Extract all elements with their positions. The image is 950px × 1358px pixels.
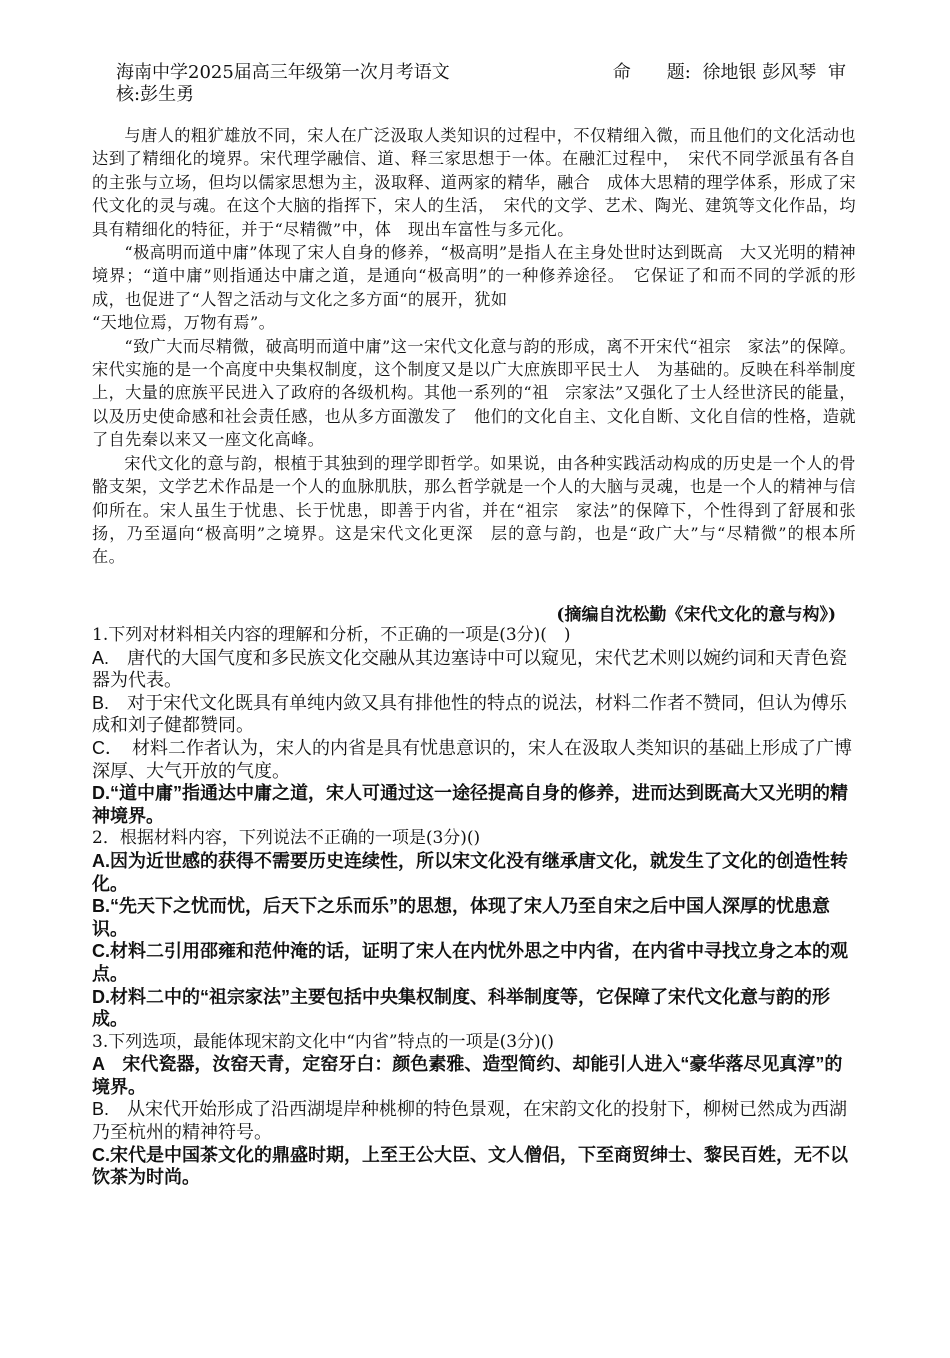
article-paragraph: 宋代文化的意与韵，根植于其独到的理学即哲学。如果说，由各种实践活动构成的历史是一个人的骨骼支架，文学艺术作品是一个人的血脉肌肤，那么哲学就是一个人的大脑与灵魂，也是一个人的精神与信仰所在。宋人虽生于忧患、长于忧患，即善于内省，并在“祖宗 家法”的保障下，个性得到了舒展和张扬，乃至逼向“极高明”之境界。这是宋代文化更深 层的意与韵，也是“政广大”与“尽精微”的根本所在。 [92,453,856,567]
option-d: D.材料二中的“祖宗家法”主要包括中央集权制度、科举制度等，它保障了宋代文化意与韵的形成。 [92,986,830,1030]
shenhe-line: 核:彭生勇 [116,84,195,105]
option-b: B. 对于宋代文化既具有单纯内敛又具有排他性的特点的说法，材料二作者不赞同，但认为傅乐成和刘子健都赞同。 [92,692,848,736]
option-b: B.“先天下之忧而忧，后天下之乐而乐”的思想，体现了宋人乃至自宋之后中国人深厚的忧患意识。 [92,896,830,939]
question-stem: 2．根据材料内容，下列说法不正确的一项是(3分)() [92,828,481,849]
article-paragraph: 与唐人的粗犷雄放不同，宋人在广泛汲取人类知识的过程中，不仅精细入微，而且他们的文化活动也达到了精细化的境界。宋代理学融信、道、释三家思想于一体。在融汇过程中， 宋代不同学派虽有各自的主张与立场，但均以儒家思想为主，汲取释、道两家的精华，融合 成体大思精的理学体系，形成了宋代文化的灵与魂。在这个大脑的指挥下，宋人的生活， 宋代的文学、艺术、陶光、建筑等文化作品，均具有精细化的特征，并于“尽精微”中，体 现出车富性与多元化。 [92,126,856,239]
article-paragraph: “天地位焉，万物有焉”。 [92,313,276,333]
questions [92,624,852,1189]
mingti-label: 命 题: [612,62,691,83]
article-paragraph: “致广大而尽精微，破高明而道中庸”这一宋代文化意与韵的形成，离不开宋代“祖宗 家法”的保障。宋代实施的是一个高度中央集权制度，这个制度又是以广大庶族即平民士人 为基础的。反映在科举制度上，大量的庶族平民进入了政府的各级机构。其他一系列的“祖 宗家法”又强化了士人经世济民的能量，以及历史使命感和社会责任感，也从多方面激发了 他们的文化自主、文化自断、文化自信的性格，造就了自先秦以来又一座文化高峰。 [92,336,856,450]
option-d: D.“道中庸”指通达中庸之道，宋人可通过这一途径提高自身的修养，进而达到既高大又光明的精神境界。 [92,783,848,826]
option-c: C． 材料二作者认为，宋人的内省是具有忧患意识的，宋人在汲取人类知识的基础上形成了广博深厚、大气开放的气度。 [92,737,852,781]
shenhe-label: 审 [828,62,846,83]
option-a: A 宋代瓷器，汝窑天青，定窑牙白：颜色素雅、造型简约、却能引人进入“豪华落尽见真淳”的境界。 [92,1054,843,1097]
option-a: A.因为近世感的获得不需要历史连续性，所以宋文化没有继承唐文化，就发生了文化的创造性转化。 [92,850,848,894]
article [92,124,856,569]
exam-header [116,62,846,106]
credits [607,62,846,84]
question-2 [92,827,852,1030]
option-b: B. 从宋代开始形成了沿西湖堤岸种桃柳的特色景观，在宋韵文化的投射下，柳树已然成为西湖乃至杭州的精神符号。 [92,1099,848,1143]
exam-title: 海南中学2025届高三年级第一次月考语文 [116,62,450,83]
option-c: C.材料二引用邵雍和范仲淹的话，证明了宋人在内忧外思之中内省，在内省中寻找立身之本的观点。 [92,941,848,984]
header-row [116,62,846,84]
option-c: C.宋代是中国茶文化的鼎盛时期，上至王公大臣、文人僧侣，下至商贸绅士、黎民百姓，无不以饮茶为时尚。 [92,1144,848,1188]
question-stem: 1.下列对材料相关内容的理解和分析，不正确的一项是(3分)( ) [92,625,571,645]
question-stem: 3.下列选项，最能体现宋韵文化中“内省”特点的一项是(3分)() [92,1031,554,1052]
question-3 [92,1031,852,1189]
option-a: A. 唐代的大国气度和多民族文化交融从其边塞诗中可以窥见，宋代艺术则以婉约词和天青色瓷器为代表。 [92,647,848,691]
question-1 [92,624,852,827]
article-source: (摘编自沈松勤《宋代文化的意与构》) [556,605,836,625]
article-paragraph: “极高明而道中庸”体现了宋人自身的修养，“极高明”是指人在主身处世时达到既高 大又光明的精神境界；“道中庸”则指通达中庸之道，是通向“极高明”的一种修养途径。 它保证了和而不同的学派的形成，也促进了“人智之活动与文化之多方面“的展开，犹如 [92,243,856,309]
authors: 徐地银 彭风琴 [702,62,817,83]
